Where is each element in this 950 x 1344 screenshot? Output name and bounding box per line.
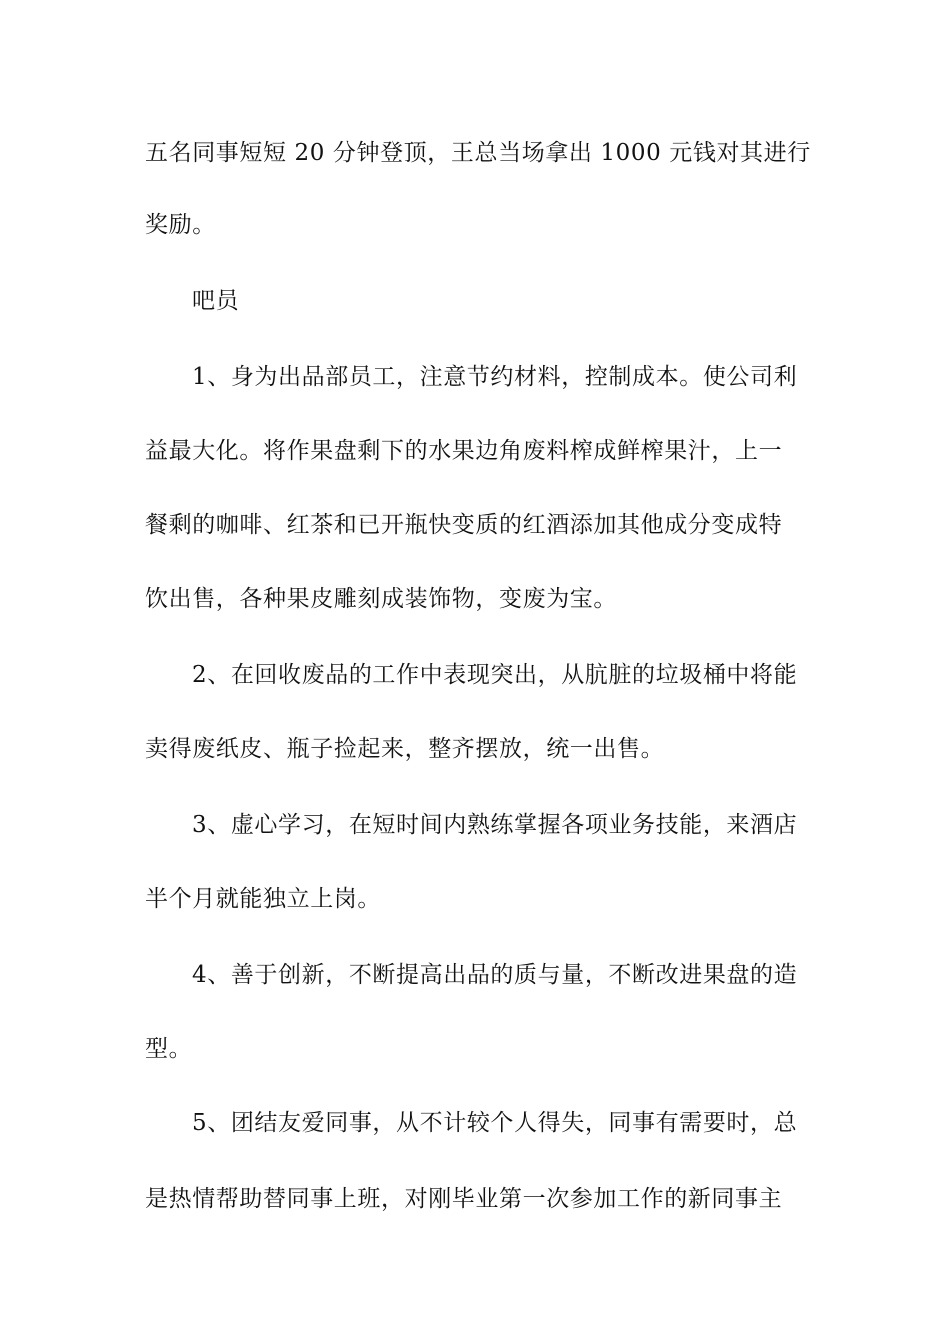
list-item-1-line: 饮出售，各种果皮雕刻成装饰物，变废为宝。 (145, 586, 617, 612)
body-line: 奖励。 (145, 212, 216, 238)
list-item-5-line: 是热情帮助替同事上班，对刚毕业第一次参加工作的新同事主 (145, 1186, 783, 1212)
list-item-3-line: 3、虚心学习，在短时间内熟练掌握各项业务技能，来酒店 (192, 812, 798, 838)
section-heading: 吧员 (192, 288, 240, 314)
list-item-4-line: 型。 (145, 1036, 193, 1062)
list-item-5-line: 5、团结友爱同事，从不计较个人得失，同事有需要时，总 (192, 1110, 798, 1136)
body-line: 五名同事短短 20 分钟登顶，王总当场拿出 1000 元钱对其进行 (145, 140, 811, 166)
list-item-2-line: 卖得废纸皮、瓶子捡起来，整齐摆放，统一出售。 (145, 736, 665, 762)
list-item-3-line: 半个月就能独立上岗。 (145, 886, 381, 912)
list-item-1-line: 餐剩的咖啡、红茶和已开瓶快变质的红酒添加其他成分变成特 (145, 512, 783, 538)
list-item-2-line: 2、在回收废品的工作中表现突出，从肮脏的垃圾桶中将能 (192, 662, 798, 688)
list-item-4-line: 4、善于创新，不断提高出品的质与量，不断改进果盘的造 (192, 962, 798, 988)
list-item-1-line: 益最大化。将作果盘剩下的水果边角废料榨成鲜榨果汁，上一 (145, 438, 783, 464)
list-item-1-line: 1、身为出品部员工，注意节约材料，控制成本。使公司利 (192, 364, 798, 390)
